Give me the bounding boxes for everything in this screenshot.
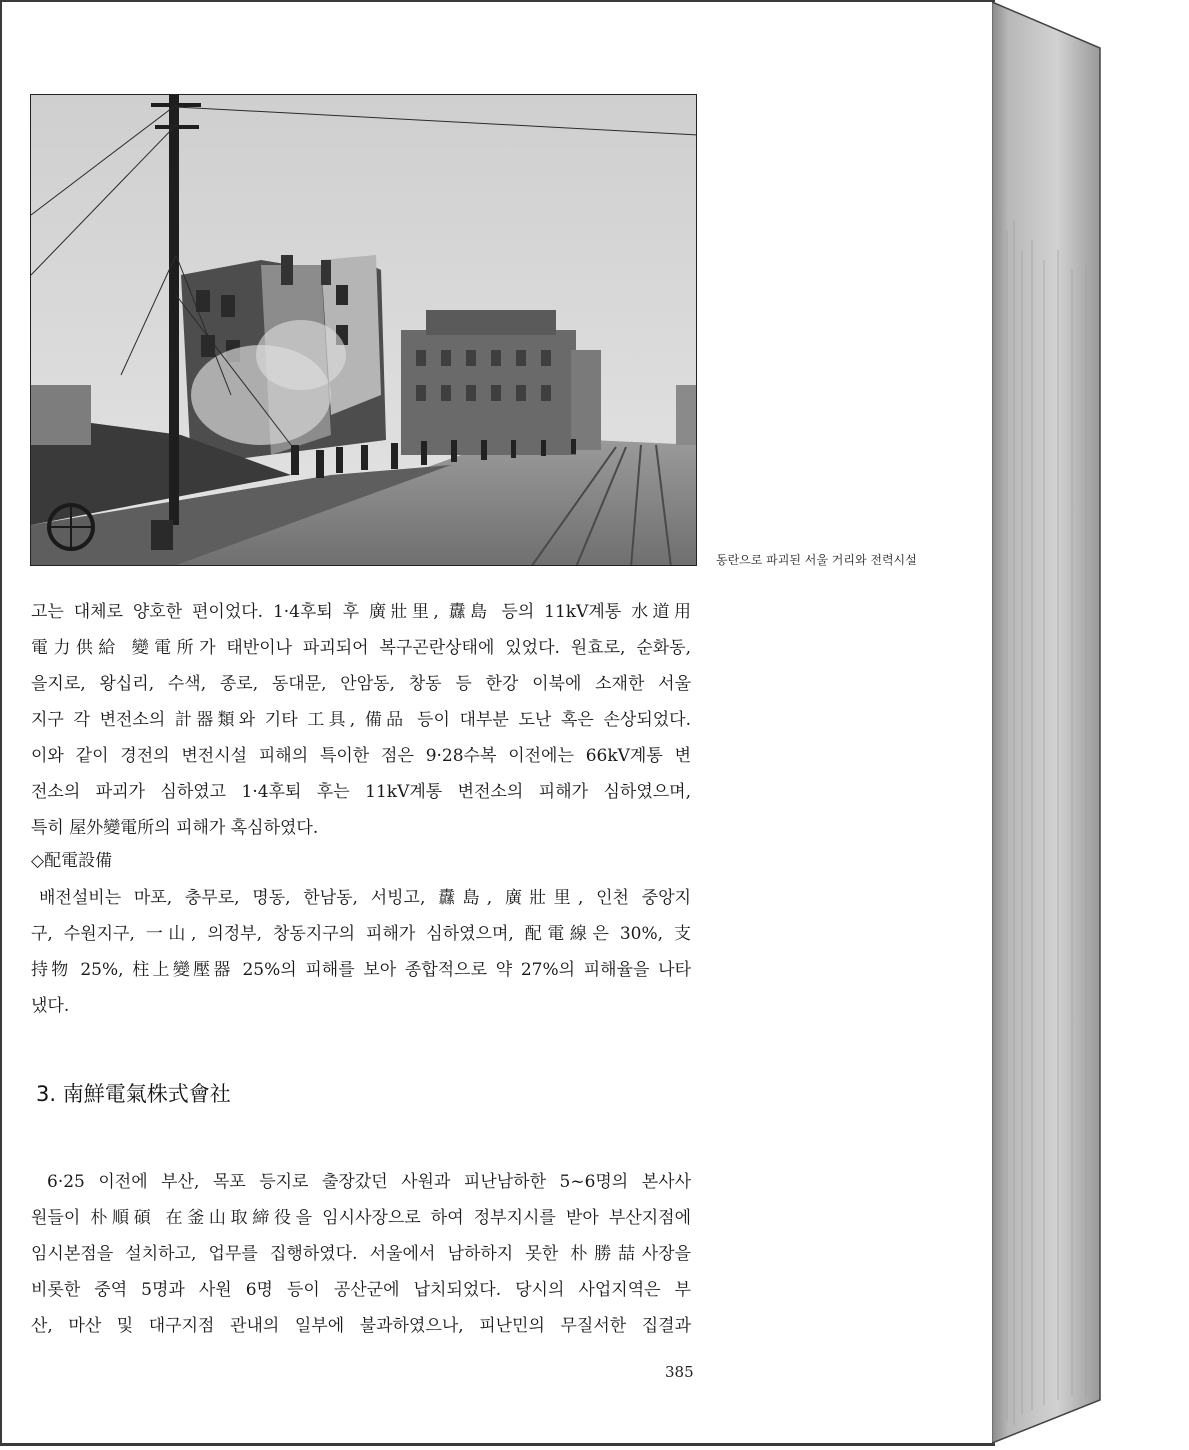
page-border-top bbox=[0, 0, 995, 2]
text-line: 원들이 朴順碩 在釜山取締役을 임시사장으로 하여 정부지시를 받아 부산지점에 bbox=[31, 1208, 691, 1228]
page-border-left bbox=[0, 0, 2, 1446]
paragraph-substation-damage bbox=[31, 594, 691, 846]
text-line: 고는 대체로 양호한 편이었다. 1·4후퇴 후 廣壯里, 纛島 등의 11kV계통 水道用 bbox=[31, 602, 691, 622]
text-line: 지구 각 변전소의 計器類와 기타 工具, 備品 등이 대부분 도난 혹은 손상되었다. bbox=[31, 710, 691, 730]
book-edge-graphic bbox=[992, 0, 1189, 1446]
text-line: 6·25 이전에 부산, 목포 등지로 출장갔던 사원과 피난남하한 5~6명의 본사사 bbox=[47, 1172, 691, 1192]
text-line: 이와 같이 경전의 변전시설 피해의 특이한 점은 9·28수복 이전에는 66kV계통 변 bbox=[31, 746, 691, 766]
text-line: 냈다. bbox=[31, 996, 70, 1016]
text-line: 구, 수원지구, 一山, 의정부, 창동지구의 피해가 심하였으며, 配電線은 30%, 支 bbox=[31, 924, 691, 944]
text-line: 전소의 파괴가 심하였고 1·4후퇴 후는 11kV계통 변전소의 피해가 심하였으며, bbox=[31, 782, 691, 802]
subheading-distribution: ◇配電設備 bbox=[31, 851, 113, 871]
text-line: 을지로, 왕십리, 수색, 종로, 동대문, 안암동, 창동 등 한강 이북에 소재한 서울 bbox=[31, 674, 691, 694]
text-line: 배전설비는 마포, 충무로, 명동, 한남동, 서빙고, 纛島, 廣壯里, 인천 중앙지 bbox=[39, 888, 691, 908]
paragraph-namseon-electric bbox=[31, 1164, 691, 1344]
page-number: 385 bbox=[665, 1363, 694, 1381]
paragraph-distribution-damage bbox=[31, 880, 691, 1024]
text-line: 持物 25%, 柱上變壓器 25%의 피해를 보아 종합적으로 약 27%의 피해율을 나타 bbox=[31, 960, 691, 980]
photo-caption: 동란으로 파괴된 서울 거리와 전력시설 bbox=[716, 553, 917, 567]
book-page-stack bbox=[992, 0, 1189, 1446]
text-line: 電力供給 變電所가 태반이나 파괴되어 복구곤란상태에 있었다. 원효로, 순화동, bbox=[31, 638, 691, 658]
section-heading: 3. 南鮮電氣株式會社 bbox=[36, 1082, 231, 1106]
text-line: 임시본점을 설치하고, 업무를 집행하였다. 서울에서 남하하지 못한 朴勝喆사장을 bbox=[31, 1244, 691, 1264]
street-damage-photo bbox=[30, 94, 697, 566]
text-line: 산, 마산 및 대구지점 관내의 일부에 불과하였으나, 피난민의 무질서한 집결과 bbox=[31, 1316, 691, 1336]
text-line: 비롯한 중역 5명과 사원 6명 등이 공산군에 납치되었다. 당시의 사업지역은 부 bbox=[31, 1280, 691, 1300]
text-line: 특히 屋外變電所의 피해가 혹심하였다. bbox=[31, 818, 319, 838]
